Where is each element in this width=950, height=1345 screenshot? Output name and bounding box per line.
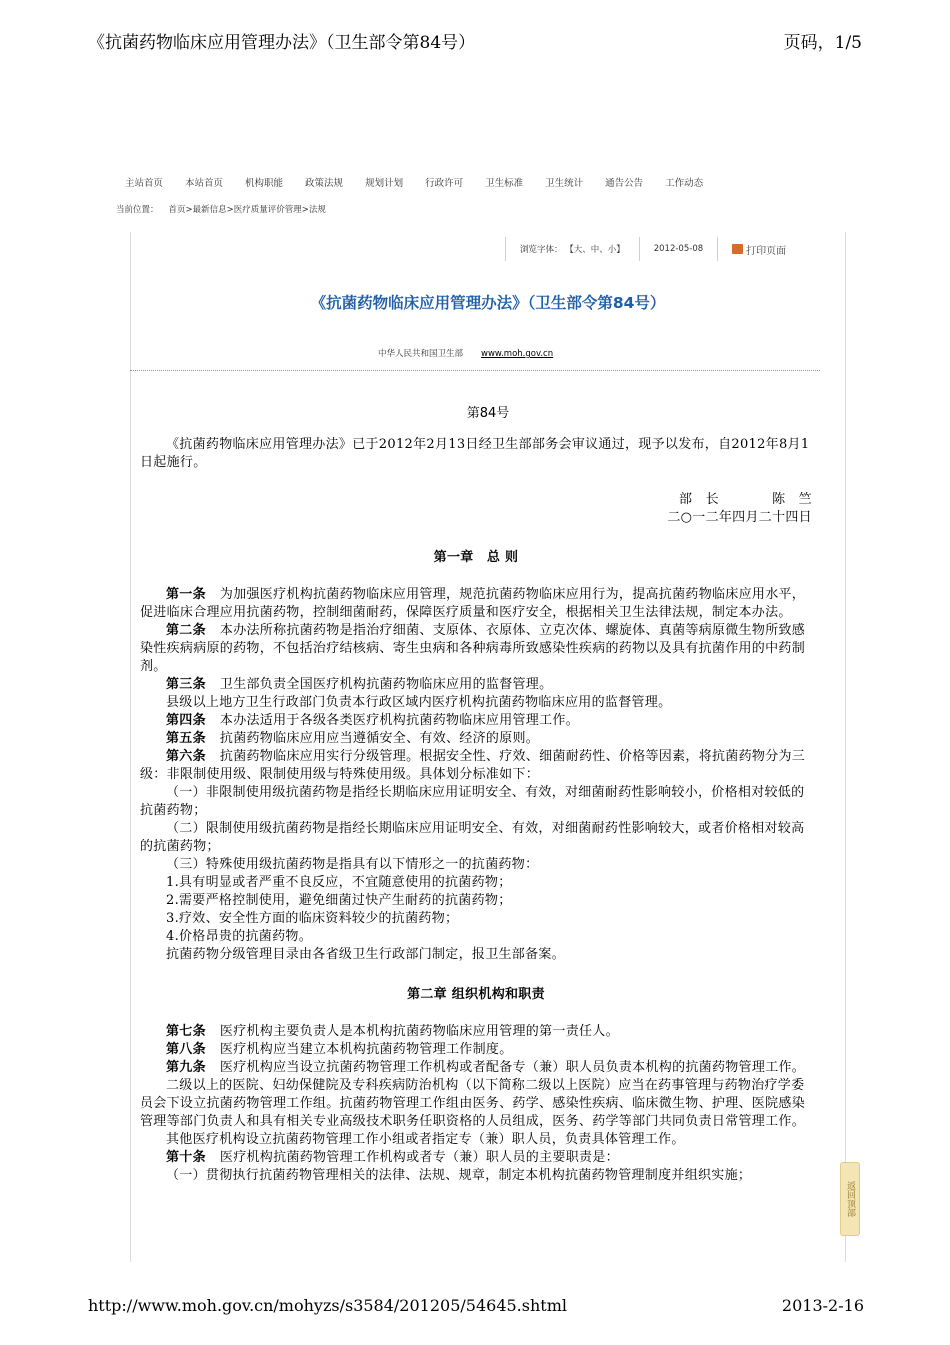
nav-item-policies[interactable]: 政策法规 xyxy=(305,178,344,189)
nav-item-statistics[interactable]: 卫生统计 xyxy=(545,178,584,189)
list-item: （二）限制使用级抗菌药物是指经长期临床应用证明安全、有效，对细菌耐药性影响较大，或者价格相对较高的抗菌药物； xyxy=(140,821,805,854)
article-text: 本办法适用于各级各类医疗机构抗菌药物临床应用管理工作。 xyxy=(219,713,580,728)
pdf-header-title: 《抗菌药物临床应用管理办法》（卫生部令第84号） xyxy=(88,33,476,53)
article-number: 第六条 xyxy=(166,749,206,764)
article-number: 第一条 xyxy=(166,587,206,602)
article-number: 第二条 xyxy=(166,623,206,638)
article-text: 医疗机构应当建立本机构抗菌药物管理工作制度。 xyxy=(219,1042,513,1057)
article-number: 第七条 xyxy=(166,1024,206,1039)
title-divider xyxy=(130,370,820,371)
article-paragraph xyxy=(140,1041,812,1059)
print-button[interactable] xyxy=(718,242,786,257)
font-size-selector xyxy=(506,243,639,255)
breadcrumb xyxy=(116,203,326,215)
back-to-top-button[interactable]: 返回顶部 xyxy=(840,1162,860,1236)
article-paragraph: 其他医疗机构设立抗菌药物管理工作小组或者指定专（兼）职人员，负责具体管理工作。 xyxy=(166,1132,685,1147)
nav-item-standards[interactable]: 卫生标准 xyxy=(485,178,524,189)
article-paragraph xyxy=(140,712,812,730)
source-link[interactable]: www.moh.gov.cn xyxy=(481,349,554,359)
article-paragraph: 二级以上的医院、妇幼保健院及专科疾病防治机构（以下简称二级以上医院）应当在药事管理与药物治疗学委员会下设立抗菌药物管理工作组。抗菌药物管理工作组由医务、药学、感染性疾病、临床微生物、护理、医院感染管理等部门负责人和具有相关专业高级技术职务任职资格的人员组成，医务、药学等部门共同负责日常管理工作。 xyxy=(140,1078,806,1129)
article-paragraph: 县级以上地方卫生行政部门负责本行政区域内医疗机构抗菌药物临床应用的监督管理。 xyxy=(166,695,672,710)
article-paragraph xyxy=(140,748,812,784)
article-title: 《抗菌药物临床应用管理办法》（卫生部令第84号） xyxy=(310,294,666,312)
content-frame-left-border xyxy=(130,232,131,1262)
list-item: 2.需要严格控制使用，避免细菌过快产生耐药的抗菌药物； xyxy=(166,893,512,908)
print-label: 打印页面 xyxy=(746,245,787,257)
article-body xyxy=(140,436,812,1185)
article-paragraph: 抗菌药物分级管理目录由各省级卫生行政部门制定，报卫生部备案。 xyxy=(166,947,566,962)
article-source xyxy=(378,347,553,359)
article-paragraph xyxy=(140,1059,812,1077)
nav-item-licensing[interactable]: 行政许可 xyxy=(425,178,464,189)
nav-item-functions[interactable]: 机构职能 xyxy=(245,178,284,189)
doc-number: 第84号 xyxy=(466,406,510,421)
list-item: 4.价格昂贵的抗菌药物。 xyxy=(166,929,313,944)
article-number: 第四条 xyxy=(166,713,206,728)
intro-paragraph: 《抗菌药物临床应用管理办法》已于2012年2月13日经卫生部部务会审议通过，现予以发布，自2012年8月1日起施行。 xyxy=(140,437,810,470)
list-item: 1.具有明显或者严重不良反应，不宜随意使用的抗菌药物； xyxy=(166,875,512,890)
font-size-options[interactable]: 【大、中、小】 xyxy=(565,245,625,255)
list-item: （一）贯彻执行抗菌药物管理相关的法律、法规、规章，制定本机构抗菌药物管理制度并组织实施； xyxy=(166,1168,752,1183)
signer: 部 长 陈 竺 xyxy=(678,492,812,507)
nav-item-main-home[interactable]: 主站首页 xyxy=(125,178,164,189)
breadcrumb-path[interactable]: 首页>最新信息>医疗质量评价管理>法规 xyxy=(168,205,326,215)
article-number: 第五条 xyxy=(166,731,206,746)
chapter-heading: 第二章 组织机构和职责 xyxy=(407,987,545,1002)
list-item: （一）非限制使用级抗菌药物是指经长期临床应用证明安全、有效，对细菌耐药性影响较小，价格相对较低的抗菌药物； xyxy=(140,785,805,818)
article-text: 抗菌药物临床应用实行分级管理。根据安全性、疗效、细菌耐药性、价格等因素，将抗菌药物分为三级：非限制使用级、限制使用级与特殊使用级。具体划分标准如下： xyxy=(140,749,806,782)
article-text: 为加强医疗机构抗菌药物临床应用管理，规范抗菌药物临床应用行为，提高抗菌药物临床应用水平，促进临床合理应用抗菌药物，控制细菌耐药，保障医疗质量和医疗安全，根据相关卫生法律法规，制定本办法。 xyxy=(140,587,806,620)
top-nav xyxy=(125,175,725,189)
sign-date: 二○一二年四月二十四日 xyxy=(667,510,812,525)
article-text: 本办法所称抗菌药物是指治疗细菌、支原体、衣原体、立克次体、螺旋体、真菌等病原微生物所致感染性疾病病原的药物，不包括治疗结核病、寄生虫病和各种病毒所致感染性疾病的药物以及具有抗菌作用的中药制剂。 xyxy=(140,623,806,674)
article-text: 医疗机构应当设立抗菌药物管理工作机构或者配备专（兼）职人员负责本机构的抗菌药物管理工作。 xyxy=(219,1060,806,1075)
list-item: （三）特殊使用级抗菌药物是指具有以下情形之一的抗菌药物： xyxy=(166,857,539,872)
article-text: 抗菌药物临床应用应当遵循安全、有效、经济的原则。 xyxy=(219,731,540,746)
article-text: 医疗机构主要负责人是本机构抗菌药物临床应用管理的第一责任人。 xyxy=(219,1024,619,1039)
article-paragraph xyxy=(140,1023,812,1041)
article-number: 第九条 xyxy=(166,1060,206,1075)
article-text: 医疗机构抗菌药物管理工作机构或者专（兼）职人员的主要职责是： xyxy=(219,1150,619,1165)
breadcrumb-label: 当前位置： xyxy=(116,205,159,215)
font-size-label: 浏览字体： xyxy=(520,245,563,255)
content-frame-right-border xyxy=(845,232,846,1262)
pdf-footer-url: http://www.moh.gov.cn/mohyzs/s3584/201205/54645.shtml xyxy=(88,1296,567,1315)
article-paragraph xyxy=(140,622,812,676)
article-paragraph xyxy=(140,586,812,622)
signature-block xyxy=(140,491,812,527)
publish-date: 2012-05-08 xyxy=(653,244,704,254)
article-toolbar xyxy=(505,235,786,263)
article-number: 第三条 xyxy=(166,677,206,692)
article-number: 第八条 xyxy=(166,1042,206,1057)
article-text: 卫生部负责全国医疗机构抗菌药物临床应用的监督管理。 xyxy=(219,677,553,692)
nav-item-notices[interactable]: 通告公告 xyxy=(605,178,644,189)
source-name: 中华人民共和国卫生部 xyxy=(378,349,464,359)
chapter-heading: 第一章 总 则 xyxy=(433,550,519,565)
page-indicator: 页码，1/5 xyxy=(783,33,862,53)
article-paragraph xyxy=(140,730,812,748)
article-paragraph xyxy=(140,676,812,694)
nav-item-planning[interactable]: 规划计划 xyxy=(365,178,404,189)
nav-item-news[interactable]: 工作动态 xyxy=(665,178,704,189)
article-number: 第十条 xyxy=(166,1150,206,1165)
article-paragraph xyxy=(140,1149,812,1167)
printer-icon xyxy=(732,244,743,254)
list-item: 3.疗效、安全性方面的临床资料较少的抗菌药物； xyxy=(166,911,459,926)
nav-item-site-home[interactable]: 本站首页 xyxy=(185,178,224,189)
pdf-footer-date: 2013-2-16 xyxy=(781,1296,864,1315)
